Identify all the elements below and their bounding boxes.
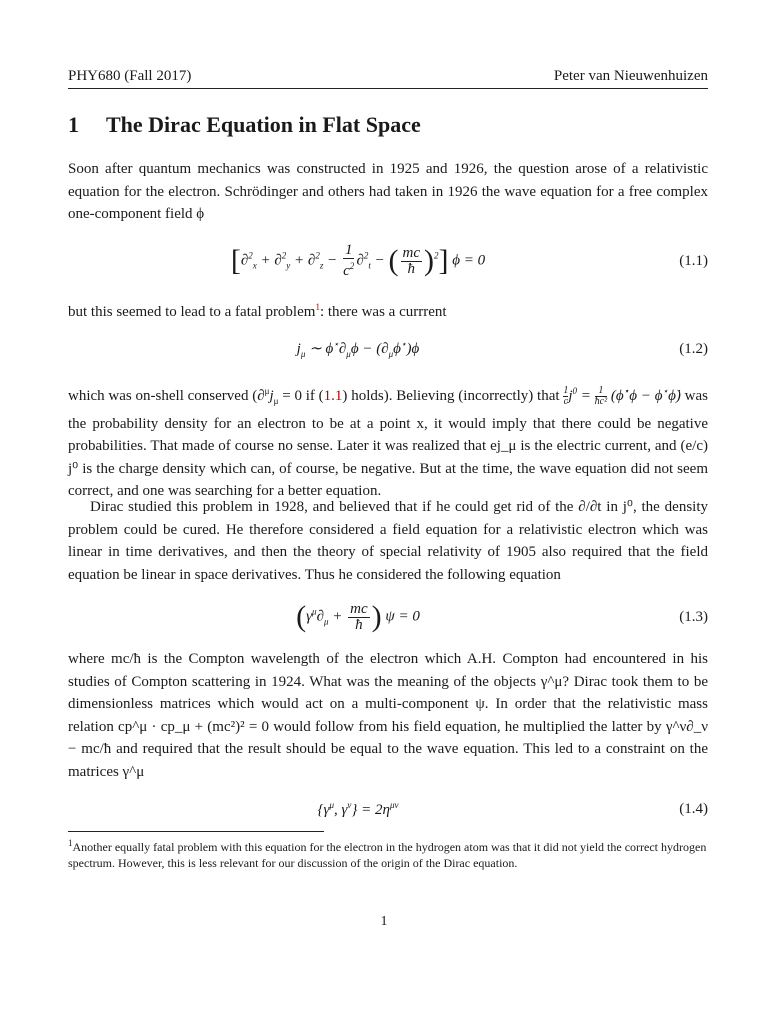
equation-1-4-body: {$\gamma^\mu$, $\gamma^\nu\} = 2\eta^{\mu\nu}$ — [317, 799, 399, 818]
section-title: The Dirac Equation in Flat Space — [106, 112, 421, 137]
equation-number: (1.2) — [679, 340, 708, 357]
paragraph-2-text: but this seemed to lead to a fatal problem — [68, 304, 316, 320]
p3-rest: was the probability density for an electron to be at a point x, it would imply that there could be negative probabilities. That made of course no sense. Later it was realized that ej_μ is the electric current, and (e/c) j⁰ is the charge density which can, of course, be negative. But at the time, the wave equation did not seem correct, and one was searching for a better equation. — [68, 388, 708, 500]
equation-1-2 — [68, 338, 708, 360]
section-number: 1 — [68, 112, 79, 137]
equation-1-4 — [68, 798, 708, 820]
footnote-rule — [68, 831, 324, 832]
equation-1-3-body: ($\gamma^\mu\partial_\mu$ + $\frac{mc}{ħ}$ ) ψ = 0 — [296, 600, 420, 633]
equation-ref-1-1[interactable]: 1.1 — [323, 388, 343, 404]
paragraph-3: which was on-shell conserved ($\partial^\mu j_\mu = 0$ if (1.1) holds). Believing (incorrectly) that $\frac{1}{c}$ $j^0$ = $\frac{1}{\text{ħc²}}$ (ϕ̇⋆ϕ − ϕ⋆ϕ̇) was the probability density for an electron to be at a point x, it would imply that there could be negative probabilities. That made of course no sense. Later it was realized that ej_μ is the electric current, and (e/c) j⁰ is the charge density which can, of course, be negative. But at the time, the wave equation did not seem correct, and one was searching for a better equation. — [68, 385, 708, 500]
footnote-text: Another equally fatal problem with this equation for the electron in the hydrogen atom was that it did not yield the correct hydrogen spectrum. However, this is less relevant for our discussion of the origin of the Dirac equation. — [68, 840, 707, 870]
paragraph-2-tail: : there was a currrent — [319, 304, 447, 320]
course-label: PHY680 (Fall 2017) — [68, 68, 192, 84]
equation-1-1 — [68, 236, 708, 286]
p3-part-b: j — [269, 388, 274, 404]
paragraph-1: Soon after quantum mechanics was constructed in 1925 and 1926, the question arose of a relativistic equation for the electron. Schrödinger and others had taken in 1926 the wave equation for a free complex one-component field ϕ — [68, 161, 708, 223]
equation-number: (1.1) — [679, 252, 708, 269]
paragraph-2 — [68, 296, 708, 324]
section-heading — [68, 112, 421, 138]
p3-part-d: ) holds). Believing (incorrectly) that — [342, 388, 564, 404]
paragraph-4: Dirac studied this problem in 1928, and believed that if he could get rid of the ∂/∂t in j⁰, the density problem could be cured. He therefore considered a field equation for a relativistic electron which was linear in time derivatives, and then the theory of special relativity of 1905 also required that the field equation be linear in space derivatives. Thus he considered the following equation — [68, 499, 708, 583]
footnote-marker[interactable]: 1 — [315, 302, 320, 312]
p3-part-a: which was on-shell conserved (∂ — [68, 388, 265, 404]
author-label: Peter van Nieuwenhuizen — [553, 68, 708, 84]
p3-part-c: = 0 if ( — [278, 388, 324, 404]
running-header — [68, 68, 708, 89]
equation-number: (1.3) — [679, 608, 708, 625]
paragraph-5: where mc/ħ is the Compton wavelength of the electron which A.H. Compton had encountered in his studies of Compton scattering in 1924. What was the meaning of the objects γ^μ? Dirac took them to be dimensionless matrices which would act on a multi-component ψ. In order that the relativistic mass relation cp^μ · cp_μ + (mc²)² = 0 would follow from his field equation, he multiplied the latter by γ^ν∂_ν − mc/ħ and required that the result should be equal to the wave equation. This led to a constraint on the matrices γ^μ — [68, 651, 708, 780]
equation-1-1-body: [∂$^2_x$ + ∂$^2_y$ + ∂$^2_z$ − $\frac{1}{c^2}$ ∂$^2_t$ − ( $\frac{mc}{ħ}$ )$^2$] ϕ = 0 — [230, 242, 486, 279]
footnote — [68, 835, 708, 871]
page-number: 1 — [380, 914, 388, 929]
equation-1-3 — [68, 598, 708, 636]
footnote-mark: 1 — [68, 838, 73, 848]
equation-1-2-body: $j_\mu$ ∼ $\phi^⋆\partial_\mu\phi - (\partial_\mu\phi^⋆)\phi$ — [296, 339, 420, 359]
equation-number: (1.4) — [679, 800, 708, 817]
